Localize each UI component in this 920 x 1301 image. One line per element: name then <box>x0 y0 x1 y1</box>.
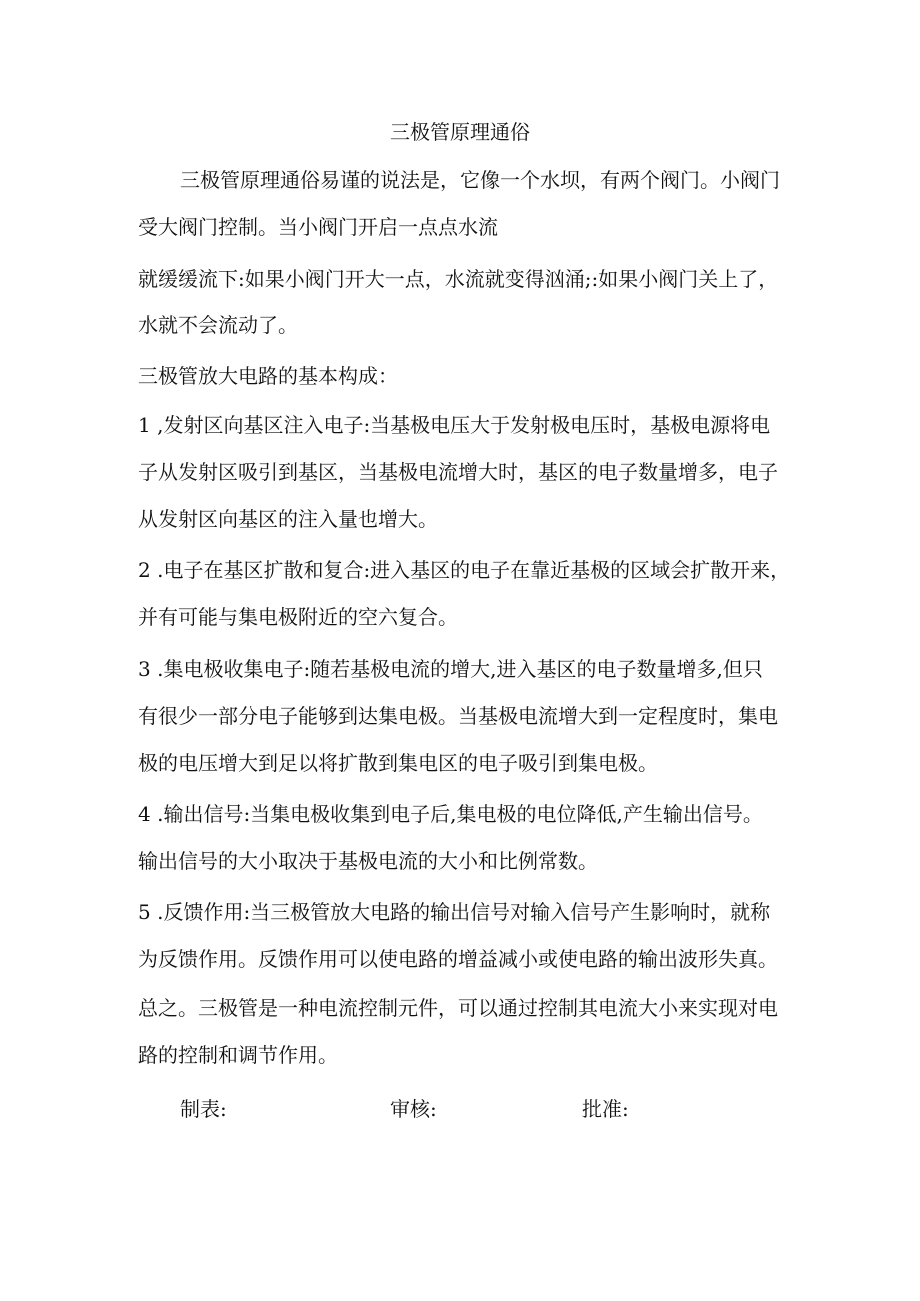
paragraph-line: 三极管原理通俗易谨的说法是，它像一个水坝，有两个阀门。小阀门 <box>180 168 780 192</box>
paragraph-line: 就缓缓流下:如果小阀门开大一点，水流就变得汹涌;:如果小阀门关上了， <box>138 267 779 291</box>
paragraph-line: 受大阀门控制。当小阀门开启一点点水流 <box>138 215 498 239</box>
list-item-3-line: 极的电压增大到足以将扩散到集电区的电子吸引到集电极。 <box>138 751 658 775</box>
list-item-1-line: 从发射区向基区的注入量也增大。 <box>138 507 438 531</box>
approved-by-label: 批准: <box>582 1097 629 1121</box>
list-item-4-line: 4 .输出信号:当集电极收集到电子后,集电极的电位降低,产生输出信号。 <box>138 802 763 826</box>
list-item-1-line: 1 ,发射区向基区注入电子:当基极电压大于发射极电压时，基极电源将电 <box>138 413 771 437</box>
conclusion-line: 总之。三极管是一种电流控制元件，可以通过控制其电流大小来实现对电 <box>138 996 778 1020</box>
reviewed-by-label: 审核: <box>390 1097 437 1121</box>
list-item-4-line: 输出信号的大小取决于基极电流的大小和比例常数。 <box>138 849 598 873</box>
list-item-3-line: 有很少一部分电子能够到达集电极。当基极电流增大到一定程度时，集电 <box>138 704 778 728</box>
list-item-3-line: 3 .集电极收集电子:随若基极电流的增大,进入基区的电子数量增多,但只 <box>138 657 763 681</box>
conclusion-line: 路的控制和调节作用。 <box>138 1043 338 1067</box>
paragraph-line: 水就不会流动了。 <box>138 313 298 337</box>
list-item-2-line: 并有可能与集电极附近的空六复合。 <box>138 605 458 629</box>
prepared-by-label: 制表: <box>180 1097 227 1121</box>
list-item-1-line: 子从发射区吸引到基区，当基极电流增大时，基区的电子数量增多，电子 <box>138 460 778 484</box>
list-item-5-line: 为反馈作用。反馈作用可以使电路的增益减小或使电路的输出波形失真。 <box>138 947 778 971</box>
list-item-2-line: 2 .电子在基区扩散和复合:进入基区的电子在靠近基极的区域会扩散开来， <box>138 558 791 582</box>
document-title: 三极管原理通俗 <box>390 120 530 144</box>
section-heading: 三极管放大电路的基本构成： <box>138 364 398 388</box>
list-item-5-line: 5 .反馈作用:当三极管放大电路的输出信号对输入信号产生影响时，就称 <box>138 900 771 924</box>
